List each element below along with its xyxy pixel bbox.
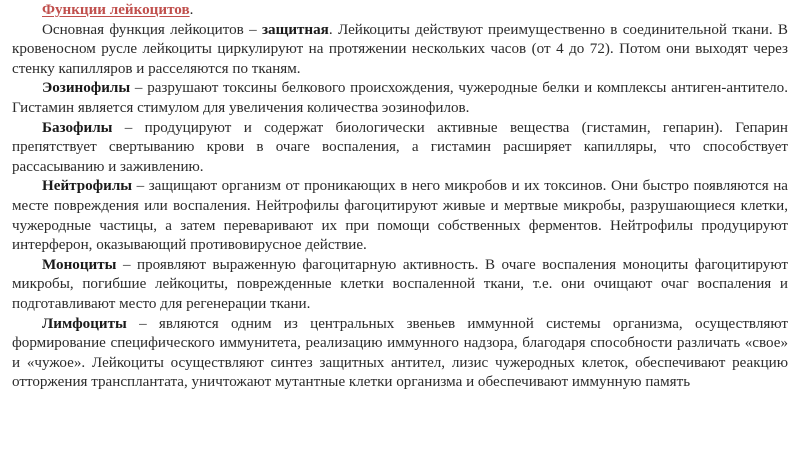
section-term: Эозинофилы	[42, 80, 131, 97]
intro-bold-term: защитная	[261, 21, 329, 38]
section-lymphocytes	[12, 315, 788, 393]
section-neutrophils	[12, 177, 788, 255]
section-text: – продуцируют и содержат биологически активные вещества (гистамин, гепарин). Гепарин препятствует свертыванию крови в очаге воспаления, а гистамин расширяет капилляры, что способствует рассасыванию и заживлению.	[12, 119, 788, 175]
section-text: – защищают организм от проникающих в него микробов и их токсинов. Они быстро появляются на месте повреждения или воспаления. Нейтрофилы фагоцитируют живые и мертвые микробы, разрушающиеся клетки, чужеродные частицы, а затем переваривают их при помощи собственных ферментов. Нейтрофилы продуцируют интерферон, оказывающий противовирусное действие.	[12, 178, 788, 254]
section-term: Базофилы	[42, 119, 113, 136]
section-text: – являются одним из центральных звеньев иммунной системы организма, осуществляют формирование специфического иммунитета, реализацию иммунного надзора, благодаря способности различать «свое» и «чужое». Лейкоциты осуществляют синтез защитных антител, лизис чужеродных клеток, обеспечивают реакцию отторжения трансплантата, уничтожают мутантные клетки организма и обеспечивают иммунную память	[12, 315, 788, 391]
section-text: – разрушают токсины белкового происхождения, чужеродные белки и комплексы антиген-антитело. Гистамин является стимулом для увеличения количества эозинофилов.	[12, 80, 788, 116]
intro-paragraph	[12, 21, 788, 80]
section-term: Нейтрофилы	[42, 178, 133, 195]
title-suffix: .	[189, 2, 194, 18]
section-monocytes	[12, 256, 788, 315]
section-text: – проявляют выраженную фагоцитарную активность. В очаге воспаления моноциты фагоцитируют микробы, погибшие лейкоциты, поврежденные клетки воспаленной ткани, т.е. они очищают очаг воспаления и подготавливают место для регенерации ткани.	[12, 256, 788, 312]
section-basophils	[12, 119, 788, 178]
document-title	[12, 1, 788, 21]
intro-rest: . Лейкоциты действуют преимущественно в соединительной ткани. В кровеносном русле лейкоциты циркулируют на протяжении нескольких часов (от 4 до 72). Потом они выходят через стенку капилляров и расселяются по тканям.	[12, 21, 788, 77]
intro-lead: Основная функция лейкоцитов –	[42, 21, 262, 38]
section-term: Лимфоциты	[42, 315, 127, 332]
document-body	[12, 1, 788, 393]
section-eosinophils	[12, 79, 788, 118]
title-link[interactable]: Функции лейкоцитов	[42, 2, 190, 18]
section-term: Моноциты	[42, 256, 117, 273]
